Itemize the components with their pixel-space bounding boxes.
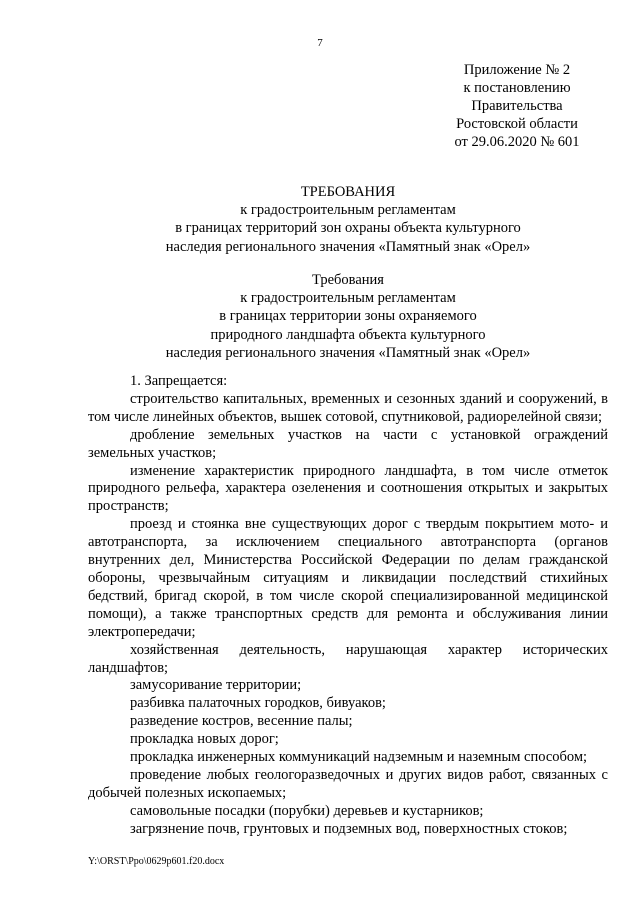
paragraph: прокладка новых дорог;: [130, 731, 279, 748]
title-line: природного ландшафта объекта культурного: [210, 326, 486, 343]
appendix-line: к постановлению: [463, 80, 571, 96]
appendix-line: от 29.06.2020 № 601: [454, 134, 580, 150]
appendix-line: Приложение № 2: [463, 62, 571, 78]
paragraph: изменение характеристик природного ландшафта, в том числе отметок природного рельефа, характера озеленения и соотношения открытых и закрытых пространств;: [88, 462, 608, 515]
section-title: [88, 271, 608, 362]
title-line: в границах территории зоны охраняемого: [219, 308, 477, 325]
body-text: [88, 373, 608, 839]
title-line: наследия регионального значения «Памятный знак «Орел»: [165, 238, 531, 255]
appendix-line: Правительства: [471, 98, 563, 114]
paragraph: 1. Запрещается:: [130, 373, 228, 389]
title-line: в границах территорий зон охраны объекта культурного: [175, 220, 521, 237]
paragraph: разведение костров, весенние палы;: [130, 713, 353, 730]
paragraph: замусоривание территории;: [130, 677, 302, 694]
requirements-title: [88, 183, 608, 256]
paragraph: разбивка палаточных городков, бивуаков;: [130, 695, 386, 712]
paragraph: загрязнение почв, грунтовых и подземных вод, поверхностных стоков;: [130, 820, 568, 837]
paragraph: строительство капитальных, временных и сезонных зданий и сооружений, в том числе линейных объектов, вышек сотовой, спутниковой, радиорелейной связи;: [88, 390, 608, 425]
paragraph: прокладка инженерных коммуникаций надземным и наземным способом;: [130, 749, 588, 766]
appendix-line: Ростовской области: [456, 116, 578, 132]
title-line: ТРЕБОВАНИЯ: [300, 184, 396, 200]
file-path-footer: Y:\ORST\Ppo\0629p601.f20.docx: [88, 856, 225, 867]
page-number: 7: [317, 37, 323, 49]
paragraph: проезд и стоянка вне существующих дорог с твердым покрытием мото- и автотранспорта, за исключением специального автотранспорта (органов внутренних дел, Министерства Российской Федерации по делам гражданской обороны, чрезвычайным ситуациям и ликвидации последствий стихийных бедствий, бригад скорой, в том числе скорой специализированной медицинской помощи), а также транспортных средств для ремонта и обслуживания линии электропередачи;: [88, 516, 608, 640]
appendix-header: [442, 61, 592, 151]
title-line: к градостроительным регламентам: [240, 202, 456, 219]
title-line: к градостроительным регламентам: [240, 290, 456, 307]
title-line: Требования: [312, 272, 384, 288]
paragraph: проведение любых геологоразведочных и других видов работ, связанных с добычей полезных ископаемых;: [88, 766, 608, 801]
paragraph: дробление земельных участков на части с установкой ограждений земельных участков;: [88, 426, 608, 461]
paragraph: самовольные посадки (порубки) деревьев и кустарников;: [130, 802, 484, 819]
title-line: наследия регионального значения «Памятный знак «Орел»: [165, 344, 531, 361]
paragraph: хозяйственная деятельность, нарушающая характер исторических ландшафтов;: [88, 641, 608, 676]
